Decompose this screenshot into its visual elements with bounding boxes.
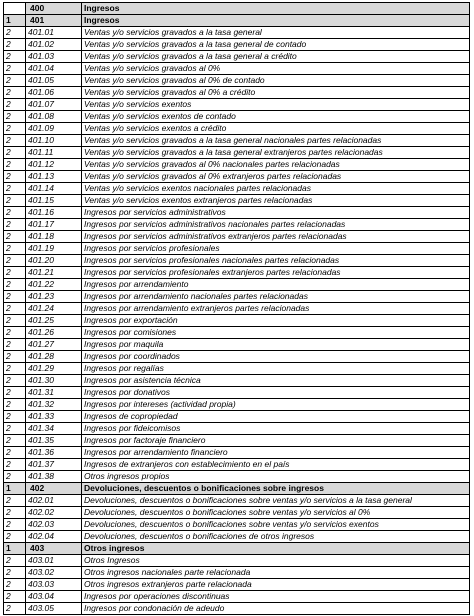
level-cell: 2 (4, 327, 26, 339)
account-description-cell: Ventas y/o servicios gravados a la tasa general nacionales partes relacionadas (82, 135, 470, 147)
account-group-row (4, 543, 470, 555)
account-description-cell: Otros ingresos propios (82, 471, 470, 483)
account-description-cell: Ingresos por arrendamiento extranjeros partes relacionadas (82, 303, 470, 315)
level-cell: 2 (4, 567, 26, 579)
account-code-cell: 401.22 (26, 279, 82, 291)
account-description-cell: Ingresos por intereses (actividad propia) (82, 399, 470, 411)
account-row (4, 339, 470, 351)
account-code-cell: 401.28 (26, 351, 82, 363)
account-row (4, 495, 470, 507)
level-cell: 1 (4, 15, 26, 27)
account-description-cell: Ingresos por servicios profesionales (82, 243, 470, 255)
account-description-cell: Ingresos por coordinados (82, 351, 470, 363)
account-description-cell: Ingresos por comisiones (82, 327, 470, 339)
account-catalog-body (4, 3, 470, 615)
level-cell: 2 (4, 531, 26, 543)
account-code-cell: 401.01 (26, 27, 82, 39)
level-cell: 2 (4, 27, 26, 39)
account-row (4, 387, 470, 399)
account-code-cell: 403.05 (26, 603, 82, 615)
level-cell: 2 (4, 279, 26, 291)
level-cell: 2 (4, 555, 26, 567)
account-row (4, 207, 470, 219)
account-description-cell: Ingresos por arrendamiento (82, 279, 470, 291)
account-description-cell: Ingresos por operaciones discontinuas (82, 591, 470, 603)
account-row (4, 63, 470, 75)
level-cell: 2 (4, 243, 26, 255)
account-description-cell: Ingresos por maquila (82, 339, 470, 351)
account-row (4, 195, 470, 207)
account-description-cell: Ventas y/o servicios exentos de contado (82, 111, 470, 123)
account-description-cell: Ventas y/o servicios exentos nacionales partes relacionadas (82, 183, 470, 195)
account-row (4, 183, 470, 195)
account-description-cell: Ventas y/o servicios gravados a la tasa general de contado (82, 39, 470, 51)
level-cell: 2 (4, 447, 26, 459)
account-code-cell: 401.25 (26, 315, 82, 327)
level-cell: 2 (4, 123, 26, 135)
account-catalog-table (3, 2, 470, 615)
account-row (4, 231, 470, 243)
account-description-cell: Ingresos por servicios profesionales extranjeros partes relacionadas (82, 267, 470, 279)
level-cell: 2 (4, 219, 26, 231)
level-cell: 2 (4, 99, 26, 111)
account-code-cell: 401.32 (26, 399, 82, 411)
account-code-cell: 401.06 (26, 87, 82, 99)
account-code-cell: 401.20 (26, 255, 82, 267)
account-code-cell: 401.27 (26, 339, 82, 351)
level-cell: 2 (4, 459, 26, 471)
account-description-cell: Ingresos por factoraje financiero (82, 435, 470, 447)
account-code-cell: 401.34 (26, 423, 82, 435)
level-cell: 2 (4, 507, 26, 519)
account-row (4, 471, 470, 483)
account-description-cell: Ingresos por servicios administrativos (82, 207, 470, 219)
account-row (4, 459, 470, 471)
catalog-sheet (3, 2, 469, 615)
level-cell: 2 (4, 39, 26, 51)
level-cell: 2 (4, 435, 26, 447)
account-code-cell: 401.09 (26, 123, 82, 135)
account-row (4, 315, 470, 327)
level-cell: 2 (4, 183, 26, 195)
level-cell: 2 (4, 363, 26, 375)
level-cell: 1 (4, 483, 26, 495)
account-description-cell: Ingresos de copropiedad (82, 411, 470, 423)
account-code-cell: 401.18 (26, 231, 82, 243)
account-code-cell: 401.36 (26, 447, 82, 459)
level-cell: 1 (4, 543, 26, 555)
level-cell: 2 (4, 231, 26, 243)
account-description-cell: Ingresos (82, 15, 470, 27)
level-cell (4, 3, 26, 15)
account-description-cell: Ingresos por exportación (82, 315, 470, 327)
account-code-cell: 401.02 (26, 39, 82, 51)
account-code-cell: 401.10 (26, 135, 82, 147)
account-code-cell: 401.35 (26, 435, 82, 447)
level-cell: 2 (4, 135, 26, 147)
account-row (4, 147, 470, 159)
account-code-cell: 403.04 (26, 591, 82, 603)
account-row (4, 375, 470, 387)
account-code-cell: 402.02 (26, 507, 82, 519)
account-row (4, 411, 470, 423)
account-code-cell: 403.03 (26, 579, 82, 591)
level-cell: 2 (4, 51, 26, 63)
level-cell: 2 (4, 207, 26, 219)
account-description-cell: Devoluciones, descuentos o bonificaciones sobre ingresos (82, 483, 470, 495)
level-cell: 2 (4, 591, 26, 603)
level-cell: 2 (4, 603, 26, 615)
account-description-cell: Otros Ingresos (82, 555, 470, 567)
account-row (4, 75, 470, 87)
account-code-cell: 401.17 (26, 219, 82, 231)
account-group-row (4, 3, 470, 15)
account-description-cell: Ingresos por fideicomisos (82, 423, 470, 435)
account-row (4, 531, 470, 543)
account-code-cell: 401.15 (26, 195, 82, 207)
account-row (4, 51, 470, 63)
level-cell: 2 (4, 195, 26, 207)
account-description-cell: Ingresos por servicios administrativos nacionales partes relacionadas (82, 219, 470, 231)
account-description-cell: Ventas y/o servicios gravados al 0% extranjeros partes relacionadas (82, 171, 470, 183)
account-code-cell: 401.03 (26, 51, 82, 63)
level-cell: 2 (4, 111, 26, 123)
account-code-cell: 402.03 (26, 519, 82, 531)
account-row (4, 279, 470, 291)
level-cell: 2 (4, 75, 26, 87)
account-code-cell: 400 (26, 3, 82, 15)
account-description-cell: Ventas y/o servicios gravados a la tasa general extranjeros partes relacionadas (82, 147, 470, 159)
account-code-cell: 401.26 (26, 327, 82, 339)
account-description-cell: Devoluciones, descuentos o bonificaciones sobre ventas y/o servicios a la tasa general (82, 495, 470, 507)
level-cell: 2 (4, 267, 26, 279)
account-row (4, 27, 470, 39)
account-code-cell: 401.08 (26, 111, 82, 123)
account-description-cell: Ventas y/o servicios gravados a la tasa general (82, 27, 470, 39)
account-description-cell: Ventas y/o servicios exentos extranjeros partes relacionadas (82, 195, 470, 207)
account-code-cell: 401 (26, 15, 82, 27)
level-cell: 2 (4, 375, 26, 387)
account-description-cell: Devoluciones, descuentos o bonificaciones de otros ingresos (82, 531, 470, 543)
account-row (4, 579, 470, 591)
account-row (4, 507, 470, 519)
account-code-cell: 401.04 (26, 63, 82, 75)
level-cell: 2 (4, 291, 26, 303)
account-code-cell: 401.31 (26, 387, 82, 399)
level-cell: 2 (4, 339, 26, 351)
account-description-cell: Ingresos por arrendamiento nacionales partes relacionadas (82, 291, 470, 303)
level-cell: 2 (4, 255, 26, 267)
account-description-cell: Otros ingresos nacionales parte relacionada (82, 567, 470, 579)
account-row (4, 303, 470, 315)
account-description-cell: Devoluciones, descuentos o bonificaciones sobre ventas y/o servicios al 0% (82, 507, 470, 519)
account-row (4, 555, 470, 567)
account-code-cell: 402 (26, 483, 82, 495)
account-code-cell: 401.24 (26, 303, 82, 315)
account-description-cell: Ingresos por regalías (82, 363, 470, 375)
account-row (4, 591, 470, 603)
level-cell: 2 (4, 303, 26, 315)
level-cell: 2 (4, 471, 26, 483)
account-row (4, 243, 470, 255)
account-description-cell: Ventas y/o servicios gravados al 0% nacionales partes relacionadas (82, 159, 470, 171)
account-code-cell: 403.01 (26, 555, 82, 567)
account-row (4, 219, 470, 231)
account-description-cell: Ventas y/o servicios exentos a crédito (82, 123, 470, 135)
account-code-cell: 401.05 (26, 75, 82, 87)
level-cell: 2 (4, 159, 26, 171)
account-description-cell: Ingresos por servicios administrativos extranjeros partes relacionadas (82, 231, 470, 243)
account-description-cell: Otros ingresos extranjeros parte relacionada (82, 579, 470, 591)
account-code-cell: 401.21 (26, 267, 82, 279)
account-code-cell: 401.38 (26, 471, 82, 483)
account-code-cell: 401.11 (26, 147, 82, 159)
account-row (4, 351, 470, 363)
account-row (4, 519, 470, 531)
account-row (4, 123, 470, 135)
account-row (4, 267, 470, 279)
level-cell: 2 (4, 519, 26, 531)
level-cell: 2 (4, 147, 26, 159)
account-description-cell: Ingresos de extranjeros con establecimiento en el país (82, 459, 470, 471)
account-code-cell: 403 (26, 543, 82, 555)
account-code-cell: 401.12 (26, 159, 82, 171)
account-row (4, 327, 470, 339)
account-code-cell: 402.04 (26, 531, 82, 543)
account-description-cell: Ingresos por donativos (82, 387, 470, 399)
account-group-row (4, 483, 470, 495)
account-row (4, 399, 470, 411)
account-code-cell: 401.30 (26, 375, 82, 387)
level-cell: 2 (4, 423, 26, 435)
account-row (4, 171, 470, 183)
account-row (4, 567, 470, 579)
account-description-cell: Otros ingresos (82, 543, 470, 555)
account-row (4, 159, 470, 171)
account-row (4, 291, 470, 303)
account-group-row (4, 15, 470, 27)
account-description-cell: Ventas y/o servicios gravados al 0% (82, 63, 470, 75)
level-cell: 2 (4, 87, 26, 99)
account-row (4, 87, 470, 99)
account-row (4, 435, 470, 447)
account-row (4, 39, 470, 51)
account-row (4, 363, 470, 375)
account-description-cell: Ingresos (82, 3, 470, 15)
account-description-cell: Ventas y/o servicios gravados a la tasa general a crédito (82, 51, 470, 63)
account-code-cell: 402.01 (26, 495, 82, 507)
account-row (4, 423, 470, 435)
account-code-cell: 401.14 (26, 183, 82, 195)
account-code-cell: 401.07 (26, 99, 82, 111)
level-cell: 2 (4, 63, 26, 75)
account-description-cell: Devoluciones, descuentos o bonificaciones sobre ventas y/o servicios exentos (82, 519, 470, 531)
account-code-cell: 401.13 (26, 171, 82, 183)
level-cell: 2 (4, 171, 26, 183)
level-cell: 2 (4, 351, 26, 363)
account-code-cell: 403.02 (26, 567, 82, 579)
level-cell: 2 (4, 411, 26, 423)
account-description-cell: Ingresos por asistencia técnica (82, 375, 470, 387)
account-row (4, 111, 470, 123)
account-description-cell: Ventas y/o servicios gravados al 0% a crédito (82, 87, 470, 99)
account-code-cell: 401.23 (26, 291, 82, 303)
account-code-cell: 401.16 (26, 207, 82, 219)
account-row (4, 255, 470, 267)
account-description-cell: Ventas y/o servicios exentos (82, 99, 470, 111)
account-row (4, 447, 470, 459)
level-cell: 2 (4, 579, 26, 591)
level-cell: 2 (4, 399, 26, 411)
account-description-cell: Ventas y/o servicios gravados al 0% de contado (82, 75, 470, 87)
account-row (4, 99, 470, 111)
level-cell: 2 (4, 315, 26, 327)
account-row (4, 135, 470, 147)
account-description-cell: Ingresos por condonación de adeudo (82, 603, 470, 615)
level-cell: 2 (4, 495, 26, 507)
level-cell: 2 (4, 387, 26, 399)
account-code-cell: 401.37 (26, 459, 82, 471)
account-row (4, 603, 470, 615)
account-description-cell: Ingresos por arrendamiento financiero (82, 447, 470, 459)
account-code-cell: 401.29 (26, 363, 82, 375)
account-code-cell: 401.33 (26, 411, 82, 423)
account-code-cell: 401.19 (26, 243, 82, 255)
account-description-cell: Ingresos por servicios profesionales nacionales partes relacionadas (82, 255, 470, 267)
